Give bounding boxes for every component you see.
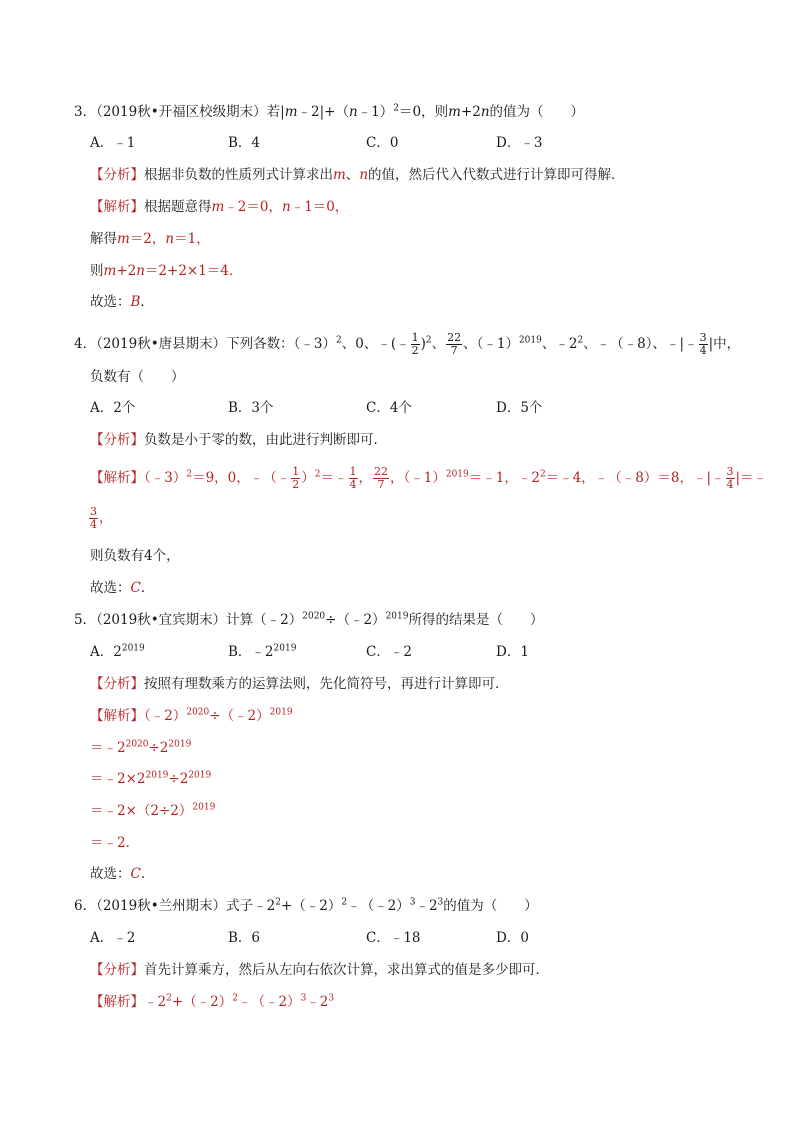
- q5-choice-d: D．1: [496, 644, 529, 660]
- q6-analysis: [90, 960, 549, 980]
- q6-solution: 【解析】$﹣2^2+(﹣2)^2﹣(﹣2)^3﹣2^3$: [90, 993, 335, 1010]
- q6-choice-b: B．6: [228, 930, 261, 946]
- q5-solution-line-5: [90, 833, 139, 853]
- q3-choice-b: B．4: [228, 135, 261, 151]
- q4-choice-c: C．4个: [366, 400, 412, 416]
- q3-solution-line-3: 则m+2n＝2+2×1＝4．: [90, 263, 243, 279]
- q3-choice-d: D．﹣3: [496, 135, 543, 151]
- q5-solution-line-6: 故选：C．: [90, 866, 155, 882]
- solution-tag: 【解析】: [90, 708, 144, 724]
- analysis-tag: 【分析】: [90, 167, 144, 183]
- q5-solution-line-3: $=﹣2\times 2^{2019}\div 2^{2019}$: [90, 770, 212, 787]
- q3-solution-line-1: 【解析】根据题意得m﹣2＝0，n﹣1＝0，: [90, 199, 349, 215]
- q6-stem: 6．（2019秋•兰州期末）式子$﹣2^2+(﹣2)^2﹣(﹣2)^3﹣2^3$的值为（ ）: [74, 897, 538, 914]
- q4-analysis-text: 负数是小于零的数，由此进行判断即可．: [144, 432, 387, 448]
- q4-stem: 4．（2019秋•唐县期末）下列各数：（﹣3）$^2$、0、﹣(﹣ $\frac{1}{2}$ )$^2$、 $\frac{22}{7}$ 、（﹣1）$^{2019}$、$﹣2^2$、﹣（﹣8）、﹣|﹣ $\frac{3}{4}$ |中，: [74, 331, 741, 357]
- q6-choice-c: C．﹣18: [366, 930, 421, 946]
- q3-stem: 3．（2019秋•开福区校级期末）若|m﹣2|+（n﹣1）$^2$＝0，则m+2n的值为（ ）: [74, 103, 585, 120]
- q5-stem: 5．（2019秋•宜宾期末）计算（﹣2）$^{2020}$÷（﹣2）$^{2019}$所得的结果是（ ）: [74, 611, 544, 628]
- q4-stem-2: 负数有（ ）: [90, 369, 185, 385]
- q5-choice-a: A．$2^{2019}$: [90, 643, 145, 660]
- solution-tag: 【解析】: [90, 994, 144, 1010]
- q4-solution-wrap: $\frac{3}{4}$ ，: [90, 505, 113, 531]
- q5-solution-line-1: 【解析】（﹣2）$^{2020}$÷（﹣2）$^{2019}$: [90, 707, 293, 724]
- q3-choice-a: A．﹣1: [90, 135, 136, 151]
- q5-solution-line-4: $=﹣2\times(2\div 2)^{2019}$: [90, 802, 216, 819]
- solution-tag: 【解析】: [90, 199, 144, 215]
- q6-choice-a: A．﹣2: [90, 930, 136, 946]
- q4-solution-line-2: 则负数有4个，: [90, 548, 180, 564]
- analysis-tag: 【分析】: [90, 676, 144, 692]
- q3-analysis: 【分析】根据非负数的性质列式计算求出m、n的值，然后代入代数式进行计算即可得解．: [90, 167, 625, 183]
- q5-choice-b: B．$﹣2^{2019}$: [228, 643, 297, 660]
- q4-choice-b: B．3个: [228, 400, 274, 416]
- q4-solution-line-3: 故选：C．: [90, 580, 155, 596]
- q3-solution-line-2: 解得m＝2，n＝1，: [90, 231, 210, 247]
- q6-choice-d: D．0: [496, 930, 529, 946]
- q5-choice-c: C．﹣2: [366, 644, 412, 660]
- q3-solution-line-4: 故选：B．: [90, 294, 154, 310]
- analysis-tag: 【分析】: [90, 432, 144, 448]
- analysis-tag: 【分析】: [90, 962, 144, 978]
- q6-analysis-text: 首先计算乘方，然后从左向右依次计算，求出算式的值是多少即可．: [144, 962, 549, 978]
- q4-solution: 【解析】（﹣3）$^2$＝9，0，﹣（﹣ $\frac{1}{2}$ ）$^2$＝﹣ $\frac{1}{4}$ ， $\frac{22}{7}$ ，（﹣1）$^{2019}$＝﹣1，$﹣2^2=﹣4$，﹣（﹣8）＝8，﹣|﹣ $\frac{3}{4}$ |＝﹣: [90, 465, 768, 491]
- q3-choice-c: C．0: [366, 135, 399, 151]
- q5-analysis-text: 按照有理数乘方的运算法则，先化简符号，再进行计算即可．: [144, 676, 509, 692]
- q5-result: ＝﹣2．: [90, 835, 140, 851]
- q5-analysis: [90, 674, 509, 694]
- q4-analysis: [90, 430, 387, 450]
- q4-choice-a: A．2个: [90, 400, 136, 416]
- q4-choice-d: D．5个: [496, 400, 543, 416]
- q5-solution-line-2: $=﹣2^{2020}\div 2^{2019}$: [90, 739, 192, 756]
- solution-tag: 【解析】: [90, 470, 144, 486]
